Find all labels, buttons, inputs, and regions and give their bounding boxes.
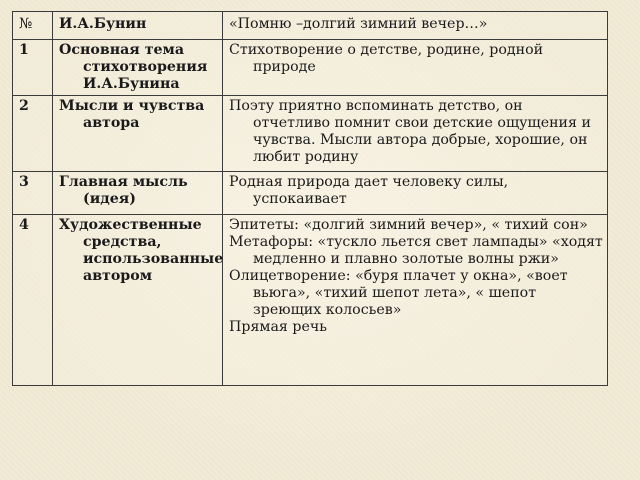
epithets-line: Эпитеты: «долгий зимний вечер», « тихий сон» [229,217,588,233]
table-header-row [13,12,608,40]
poem-analysis-table [12,11,608,386]
row-heading [53,40,223,96]
row-heading [53,96,223,172]
metaphors-line: Метафоры: «тускло льется свет лампады» «ходят медленно и плавно золотые волны ржи» [229,234,603,267]
row-content-line: Поэту приятно вспоминать детство, он отчетливо помнит свои детские ощущения и чувства. Мысли автора добрые, хорошие, он любит родину [229,98,591,165]
row-content [223,172,608,215]
header-poem-title-cell: «Помню –долгий зимний вечер…» [223,12,608,40]
row-content-line: Стихотворение о детстве, родине, родной природе [229,42,544,75]
row-heading-text: Художественные средства, использованные автором [59,217,224,284]
row-heading-text: Мысли и чувства автора [59,98,205,131]
row-content-line: Родная природа дает человеку силы, успокаивает [229,174,509,207]
table-row [13,172,608,215]
row-number: 3 [13,172,53,215]
row-heading [53,172,223,215]
row-content [223,215,608,386]
row-heading-text: Главная мысль (идея) [59,174,188,207]
header-number-cell: № [13,12,53,40]
direct-speech-line: Прямая речь [229,319,327,335]
row-heading-text: Основная тема стихотворения И.А.Бунина [59,42,208,92]
row-content [223,96,608,172]
row-heading [53,215,223,386]
row-number: 2 [13,96,53,172]
table-row [13,215,608,386]
row-number: 4 [13,215,53,386]
table-row [13,40,608,96]
header-author-cell: И.А.Бунин [53,12,223,40]
row-number: 1 [13,40,53,96]
personification-line: Олицетворение: «буря плачет у окна», «воет вьюга», «тихий шепот лета», « шепот зреющих колосьев» [229,268,568,318]
table-row [13,96,608,172]
row-content [223,40,608,96]
